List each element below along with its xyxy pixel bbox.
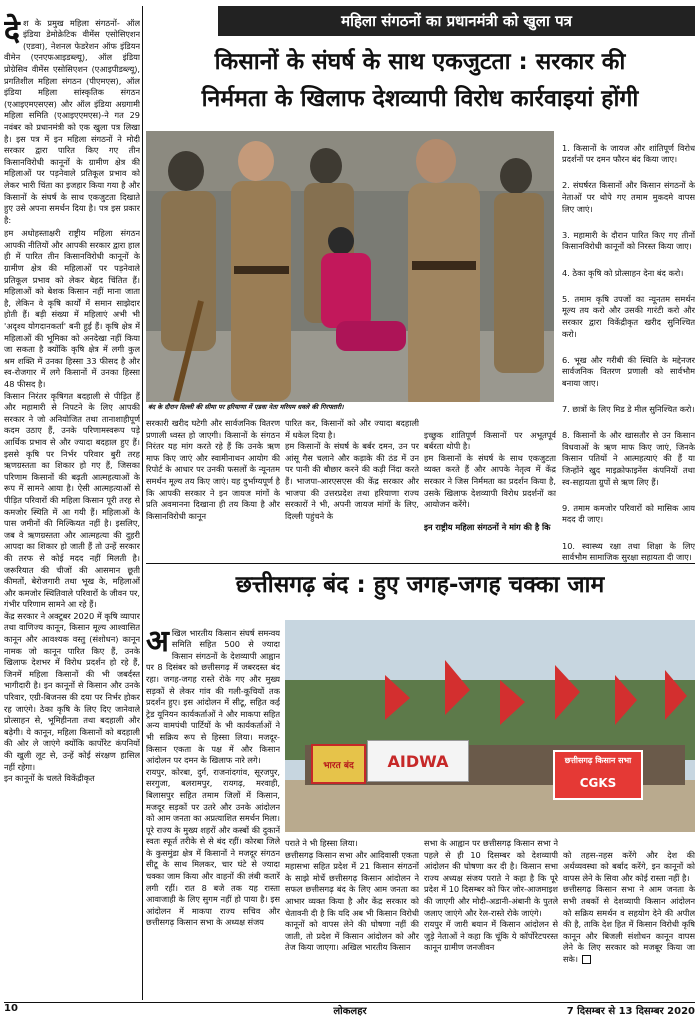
bharat-bandh-banner: भारत बंद bbox=[311, 744, 366, 784]
demand-item: 1. किसानों के जायज और शांतिपूर्ण विरोध प्रदर्शनों पर दमन फौरन बंद किया जाए। bbox=[562, 142, 695, 165]
headline-line-2: निर्ममता के खिलाफ देशव्यापी विरोध कार्रवाइयां होंगी bbox=[201, 86, 639, 112]
drop-cap: दे bbox=[4, 13, 20, 49]
article1-headline bbox=[146, 44, 694, 118]
article2-column-1 bbox=[146, 616, 280, 1000]
demands-column bbox=[562, 131, 695, 563]
headline-line-1: किसानों के संघर्ष के साथ एकजुटता : सरकार की bbox=[214, 49, 626, 75]
article1-column-b: सरकारी खरीद घटेगी और सार्वजनिक वितरण प्रणाली ध्वस्त हो जाएगी। किसानों के संगठन निरंतर यह मांग करते रहे हैं कि उनके ऋण माफ किए जाएं और स्वामीनाथन आयोग की रिपोर्ट के आधार पर उनकी फसलों के न्यूनतम समर्थन मूल्य तय किए जाएं। यह दुर्भाग्यपूर्ण है कि आपकी सरकार ने इन जायज मांगों के प्रति अवमानना दिखाना ही तय किया है और किसानविरोधी कानून bbox=[146, 418, 280, 521]
article2-column-4 bbox=[563, 838, 695, 1000]
photo-illustration bbox=[285, 620, 695, 832]
demand-item: 6. भूख और गरीबी की स्थिति के मद्देनजर सार्वजनिक वितरण प्रणाली को सार्वभौम बनाया जाए। bbox=[562, 354, 695, 388]
demand-item: 8. किसानों के और खासतौर से उन किसान विधवाओं के ऋण माफ किए जाएं, जिनके किसान पतियों ने आत्महत्याएं की हैं या जिन्होंने खुद माइक्रोफाइनेंस कंपनियों तथा स्व-सहायता ग्रुपों से ऋण लिए हैं। bbox=[562, 430, 695, 487]
section-banner: महिला संगठनों का प्रधानमंत्री को खुला पत्र bbox=[218, 6, 695, 36]
letter-text: हम अधोहस्ताक्षरी राष्ट्रीय महिला संगठन आपकी नीतियों और आपकी सरकार द्वारा हाल ही में पारित तीन किसानविरोधी कानूनों के ग्रामीण क्षेत्र की महिलाओं पर पड़नेवाले प्रतिकूल प्रभाव को लेकर बेहद चिंतित हैं। महिलाओं को बेशक किसान नहीं माना जाता है, लेकिन वे कृषि कार्यों में समान साझेदार होती हैं। बड़ी संख्या में महिलाएं अभी भी 'अदृश्य योगदानकर्ता' बनी हुई हैं। कृषि क्षेत्र में महिलाओं की भूमिका को अनदेखा नहीं किया जा सकता है क्योंकि कृषि क्षेत्र में लगी कुल श्रम शक्ति में उनका हिस्सा 33 फीसद है और स्व-रोजगार में लगे किसानों में उनका हिस्सा 48 फीसद है। किसान निरंतर कृषिगत बदहाली से पीड़ित हैं और महामारी से निपटने के लिए आपकी सरकार ने जो अनियोजित तथा तानाशाहीपूर्ण कदम उठाए हैं, उनके परिणामस्वरूप पड़े आर्थिक प्रभाव से और ज्यादा बदहाल हुए हैं। इससे कृषि पर निर्भर परिवार बुरी तरह ऋणग्रस्तता का शिकार हो गए हैं, जिसका परिणाम किसानों की बढ़ती आत्महत्याओं के रूप में सामने आया है। ऐसी आत्महत्याओं से पीड़ित परिवारों की महिला किसान पूरी तरह से कमजोर स्थिति में आ गयी हैं। महिलाओं के पास जमीनों की मिल्कियत नहीं है। इसलिए, जब वे ऋणग्रस्तता और आत्महत्या की दुहरी आपदा का शिकार हो जाती हैं तो उन्हें सरकार की तरफ से कोई मदद नहीं मिलती है। जरूरियात की चीजों की आसमान छूती कीमतों, बेरोजगारी तथा भूख के, महिलाओं और कमजोर स्थितिवाले परिवारों के जीवन पर, गंभीर परिणाम सामने आ रहे हैं। केंद्र सरकार ने अक्टूबर 2020 में कृषि व्यापार तथा वाणिज्य कानून, किसान मूल्य आश्वासित कानून और आवश्यक वस्तु (संशोधन) कानून नामक जो कानून पारित किए हैं, उनके खिलाफ देशभर में विरोध प्रदर्शन हो रहे हैं, जिनमें महिला किसानों की भी जबर्दस्त भागीदारी है। इन कानूनों से किसान और उनके परिवार, एग्री-बिजनस की दया पर निर्भर होकर रह जाएंगे। ठेका कृषि के लिए दिए जानेवाले प्रोत्साहन से, भूमिहीनता तथा बदहाली और बढ़ेगी। ये कानून, महिला किसानों को बदहाली की ओर ले जाएंगे क्योंकि कार्पोरेट कंपनियों की खुली लूट से, उन्हें कोई संरक्षण हासिल नहीं रहेगा। इन कानूनों के चलते विकेंद्रीकृत bbox=[4, 228, 140, 784]
end-mark-icon bbox=[582, 955, 591, 964]
article2-column-3: सभा के आह्वान पर छत्तीसगढ़ किसान सभा ने पहले से ही 10 दिसम्बर को देशव्यापी आंदोलन की घोषणा कर दी है। किसान सभा राज्य अध्यक्ष संजय पराते ने कहा है कि पूरे प्रदेश में 10 दिसम्बर को फिर जोर-आजमाइश की जाएगी और मोदी-अडानी-अंबानी के पुतले जलाए जाएंगे और रेल-रास्ते रोके जाएंगे। रायपुर में जारी बयान में किसान आंदोलन से जुड़े नेताओं ने कहा कि चूंकि ये कॉर्पोरेटपरस्त कानून ग्रामीण जनजीवन bbox=[424, 838, 558, 953]
demand-item: 7. छात्रों के लिए मिड डे मील सुनिश्चित करो। bbox=[562, 404, 695, 415]
issue-date: 7 दिसम्बर से 13 दिसम्बर 2020 bbox=[566, 1006, 695, 1016]
aidwa-banner: AIDWA bbox=[367, 740, 469, 782]
demand-item: 10. स्वास्थ्य रक्षा तथा शिक्षा के लिए सार्वभौम सामाजिक सुरक्षा सहायता दी जाए। bbox=[562, 540, 695, 563]
cgks-banner-label: CGKS bbox=[579, 776, 617, 790]
demand-item: 4. ठेका कृषि को प्रोत्साहन देना बंद करो। bbox=[562, 267, 684, 278]
demand-item: 9. तमाम कमजोर परिवारों को मासिक आय मदद दी जाए। bbox=[562, 502, 695, 525]
article-divider bbox=[146, 563, 695, 564]
cgks-banner bbox=[553, 750, 643, 800]
article1-column-d bbox=[424, 418, 556, 561]
page-number: 10 bbox=[4, 1003, 18, 1014]
photo-illustration bbox=[146, 131, 554, 414]
column-d-signoff: इन राष्ट्रीय महिला संगठनों ने मांग की है कि bbox=[424, 522, 551, 533]
article2-headline: छत्तीसगढ़ बंद : हुए जगह-जगह चक्का जाम bbox=[235, 572, 605, 598]
column-divider bbox=[142, 6, 143, 1000]
protest-arrest-photo bbox=[146, 131, 554, 414]
column-d-text: इच्छुक शांतिपूर्ण किसानों पर अभूतपूर्व बर्बरता थोपी है। हम किसानों के संघर्ष के साथ एकजुटता व्यक्त करते हैं और आपके नेतृत्व में केंद्र सरकार ने जिस निर्ममता का प्रदर्शन किया है, उसके खिलाफ देशव्यापी विरोध प्रदर्शनों का आयोजन करेंगे। bbox=[424, 429, 556, 510]
cgks-banner-hindi: छत्तीसगढ़ किसान सभा bbox=[564, 756, 632, 765]
article1-column-c: पारित कर, किसानों को और ज्यादा बदहाली में धकेल दिया है। हम किसानों के संघर्ष के बर्बर दमन, उन पर आंसू गैस चलाने और कड़ाके की ठंड में उन पर पानी की बौछार करने की कड़ी निंदा करते हैं। भाजपा-आरएसएस की केंद्र सरकार और भाजपा की उत्तरप्रदेश तथा हरियाणा राज्य सरकारों ने भी, अपनी जायज मांगों के लिए, दिल्ली पहुंचने के bbox=[285, 418, 419, 521]
article2-column-4-text: को तहस-नहस करेंगे और देश की अर्थव्यवस्था को बर्बाद करेंगे, इन कानूनों को वापस लेने के सिवा और कोई रास्ता नहीं है। छत्तीसगढ़ किसान सभा ने आम जनता के सभी तबकों से देशव्यापी किसान आंदोलन को सक्रिय समर्थन व सहयोग देने की अपील की है, ताकि देश हित में किसान विरोधी कृषि कानून और बिजली संशोधन कानून वापस लेने के लिए सरकार को मजबूर किया जा सके। bbox=[563, 849, 695, 964]
demand-item: 2. संघर्षरत किसानों और किसान संगठनों के नेताओं पर थोपे गए तमाम मुकदमे वापस लिए जाएं। bbox=[562, 180, 695, 214]
drop-cap: अ bbox=[146, 623, 169, 659]
article2-column-1-text: खिल भारतीय किसान संघर्ष समन्वय समिति सहित 500 से ज्यादा किसान संगठनों के देशव्यापी आह्वान पर 8 दिसंबर को छत्तीसगढ़ में जबरदस्त बंद रहा। जगह-जगह रास्ते रोके गए और मुख्य सड़कों से लेकर गांव की गली-कूचियों तक प्रदर्शन हुए। इस आंदोलन में सीटू, सहित कई ट्रेड यूनियन कार्यकर्ताओं ने और माकपा सहित अन्य वामपंथी पार्टियों के भी कार्यकर्ताओं ने भी सक्रिय रूप से हिस्सा लिया। मजदूर-किसान एकता के पक्ष में और किसान आंदोलन पर दमन के खिलाफ नारे लगे। रायपुर, कोरबा, दुर्ग, राजनांदगांव, सूरजपुर, सरगुजा, बलरामपुर, रायगढ़, मरवाही, बिलासपुर सहित तमाम जिलों में किसान, मजदूर सड़कों पर उतरे और उनके आंदोलन को आम जनता का अप्रत्याशित समर्थन मिला। पूरे राज्य के मुख्य शहरों और कस्बों की दुकानें स्वतः स्फूर्त तरीके से से बंद रहीं। कोरबा जिले के कुसमुंडा क्षेत्र में किसानों ने मजदूर संगठन सीटू के साथ मिलकर, चार घंटे से ज्यादा चक्का जाम किया और वाहनों की लंबी कतारें लगी रहीं। रात 8 बजे तक यह रास्ता आवाजाही के लिए सुगम नहीं हो पाया है। इस आंदोलन में माकपा राज्य सचिव और छत्तीसगढ़ किसान सभा के अध्यक्ष संजय bbox=[146, 627, 280, 928]
publication-name: लोकलहर bbox=[333, 1006, 367, 1016]
intro-text: श के प्रमुख महिला संगठनों- ऑल इंडिया डेमोक्रेटिक वीमेंस एसोसिएशन (एडवा), नेशनल फेडरेशन ऑफ इंडियन वीमेन (एनएफआइडब्ल्यू), ऑल इंडिया प्रोग्रेसिव वीमेंस एसोसिएशन (एआइपीडब्ल्यू), प्रगतिशील महिला संगठन (पीएमएस), ऑल इंडिया महिला सांस्कृतिक संगठन (एआइएमएसएस) और ऑल इंडिया अग्रगामी महिला समिति (एआइएएमएस)-ने गत 29 नवंबर को प्रधानमंत्री को एक खुला पत्र लिखा है। इस पत्र में इन महिला संगठनों ने मोदी सरकार द्वारा पारित किए गए तीन किसानविरोधी कानूनों के ग्रामीण क्षेत्र की महिलाओं पर पड़नेवाले प्रतिकूल प्रभाव को लेकर भारी चिंता का इजहार किया गया है और किसानों के संघर्ष के साथ एकजुटता दिखाते हुए उसे अपना समर्थन दिया है। पत्र इस प्रकार है: bbox=[4, 17, 140, 225]
chhattisgarh-bandh-photo bbox=[285, 620, 695, 832]
article1-left-column bbox=[4, 6, 140, 1000]
demand-item: 3. महामारी के दौरान पारित किए गए तीनों किसानविरोधी कानूनों को निरस्त किया जाए। bbox=[562, 229, 695, 252]
article2-column-2: पराते ने भी हिस्सा लिया। छत्तीसगढ़ किसान सभा और आदिवासी एकता महासभा सहित प्रदेश में 21 किसान संगठनों के साझे मोर्चे छत्तीसगढ़ किसान आंदोलन ने सफल छत्तीसगढ़ बंद के लिए आम जनता का आभार व्यक्त किया है और केंद्र सरकार को चेतावनी दी है कि यदि अब भी किसान विरोधी कानूनों को वापस लेने की घोषणा नहीं की जाती, तो प्रदेश में किसान आंदोलन को और तेज किया जाएगा। अखिल भारतीय किसान bbox=[285, 838, 419, 953]
photo-caption: बंद के दौरान दिल्ली की सीमा पर हरियाणा में एडवा नेता मरियम धवले की गिरफ्तारी। bbox=[146, 402, 554, 414]
demand-item: 5. तमाम कृषि उपजों का न्यूनतम समर्थन मूल्य तय करो और उसकी गारंटी करो और सरकार द्वारा विकेंद्रीकृत खरीद सुनिश्चित करो। bbox=[562, 293, 695, 339]
